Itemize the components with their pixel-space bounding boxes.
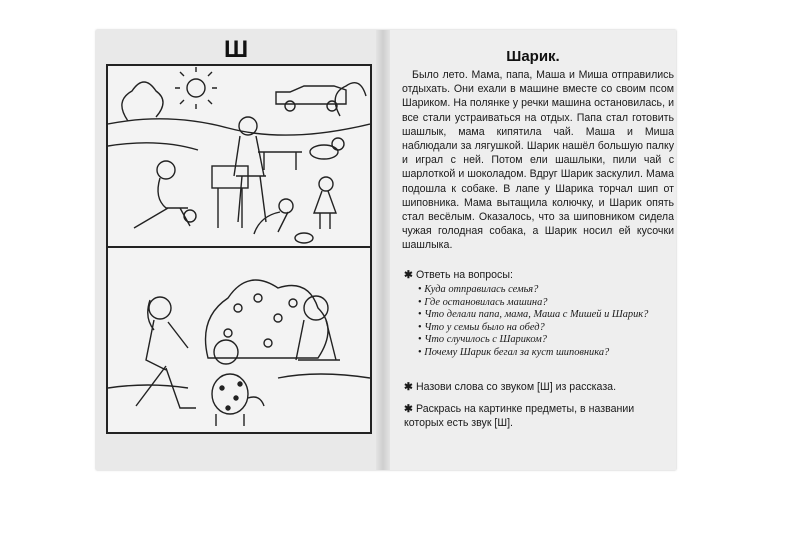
question-item: • Что делали папа, мама, Маша с Мишей и Шарик? [418,309,674,322]
task-questions [404,268,674,360]
question-item: • Куда отправилась семья? [418,284,674,297]
question-item: • Где остановилась машина? [418,297,674,310]
task-coloring [404,402,674,430]
task-words-text: Назови слова со звуком [Ш] из рассказа. [416,381,617,393]
story-title: Шарик. [506,48,560,65]
task-words [404,380,674,394]
letter-heading: Ш [224,36,249,63]
picnic-drawing [108,66,370,258]
asterisk-icon: ✱ [404,381,413,393]
dog-illustration [106,246,372,434]
right-page [390,30,676,470]
book-gutter [376,30,390,470]
dog-drawing [108,248,370,432]
question-item: • Что у семьи было на обед? [418,322,674,335]
question-item: • Почему Шарик бегал за куст шиповника? [418,347,674,360]
task-coloring-text: Раскрась на картинке предметы, в названии которых есть звук [Ш]. [404,403,635,429]
open-book [96,30,676,470]
story-paragraph: Было лето. Мама, папа, Маша и Миша отправились отдыхать. Они ехали в машине вместе со своим псом Шариком. На полянке у речки машина остановилась, и все стали устраиваться на отдых. Папа стал готовить шашлык, мама кипятила чай. Маша и Миша наблюдали за лягушкой. Шарик нашёл большую палку и играл с ней. Потом ели шашлыки, пили чай с шарлоткой и шоколадом. Вдруг Шарик заскулил. Мама подошла к собаке. В лапе у Шарика торчал шип от шиповника. Мама вытащила колючку, и Шарик опять стал весёлым. Оказалось, что за шиповником сидела чужая голодная собака, а Шарик носил ей кусочки шашлыка. [402,69,674,252]
question-list [404,284,674,360]
left-page [96,30,382,470]
task-questions-label: Ответь на вопросы: [416,269,513,281]
story-text [402,68,674,253]
picnic-illustration [106,64,372,260]
asterisk-icon: ✱ [404,403,413,415]
question-item: • Что случилось с Шариком? [418,334,674,347]
asterisk-icon: ✱ [404,269,413,281]
